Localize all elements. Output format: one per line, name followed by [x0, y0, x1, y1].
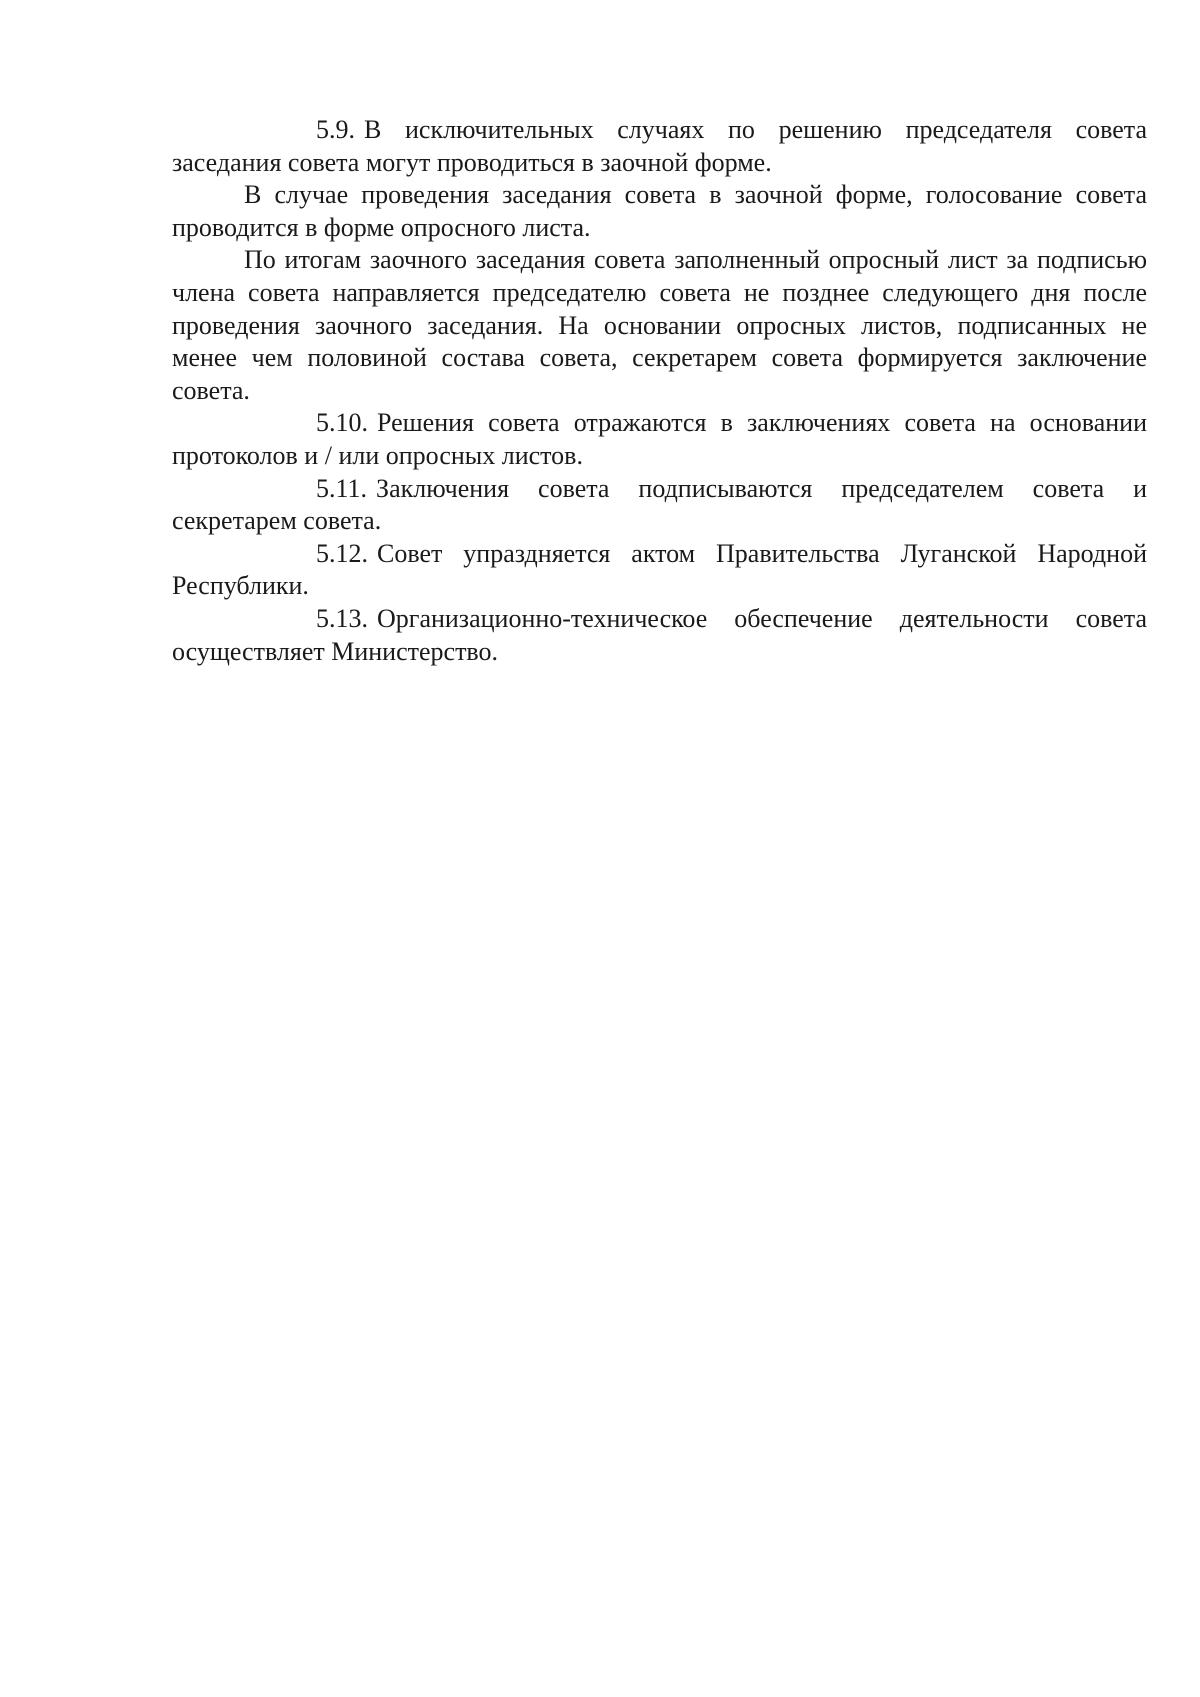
paragraph-text: Заключения совета подписываются председателем совета и секретарем совета.: [172, 473, 1147, 536]
document-body: [172, 114, 1147, 668]
paragraph-5-9: [172, 114, 1147, 179]
paragraph-5-9-absentee-voting: [172, 179, 1147, 244]
paragraph-text: По итогам заочного заседания совета заполненный опросный лист за подписью члена совета направляется председателю совета не позднее следующего дня после проведения заочного заседания. На основании опросных листов, подписанных не менее чем половиной состава совета, секретарем совета формируется заключение совета.: [172, 245, 1147, 405]
paragraph-text: В случае проведения заседания совета в заочной форме, голосование совета проводится в форме опросного листа.: [172, 180, 1147, 242]
paragraph-5-12: [172, 538, 1147, 603]
paragraph-number: 5.9.: [316, 115, 355, 144]
paragraph-5-10: [172, 407, 1147, 472]
paragraph-text: В исключительных случаях по решению председателя совета заседания совета могут проводиться в заочной форме.: [172, 115, 1147, 177]
paragraph-number: 5.12.: [316, 538, 368, 568]
paragraph-text: Организационно-техническое обеспечение деятельности совета осуществляет Министерство.: [172, 603, 1147, 666]
paragraph-text: Совет упраздняется актом Правительства Луганской Народной Республики.: [172, 538, 1147, 601]
paragraph-5-13: [172, 603, 1147, 668]
paragraph-number: 5.13.: [316, 603, 368, 633]
paragraph-5-9-questionnaire: [172, 244, 1147, 407]
paragraph-number: 5.10.: [316, 408, 368, 438]
paragraph-number: 5.11.: [316, 473, 368, 503]
paragraph-text: Решения совета отражаются в заключениях совета на основании протоколов и / или опросных листов.: [172, 408, 1147, 470]
paragraph-5-11: [172, 473, 1147, 538]
